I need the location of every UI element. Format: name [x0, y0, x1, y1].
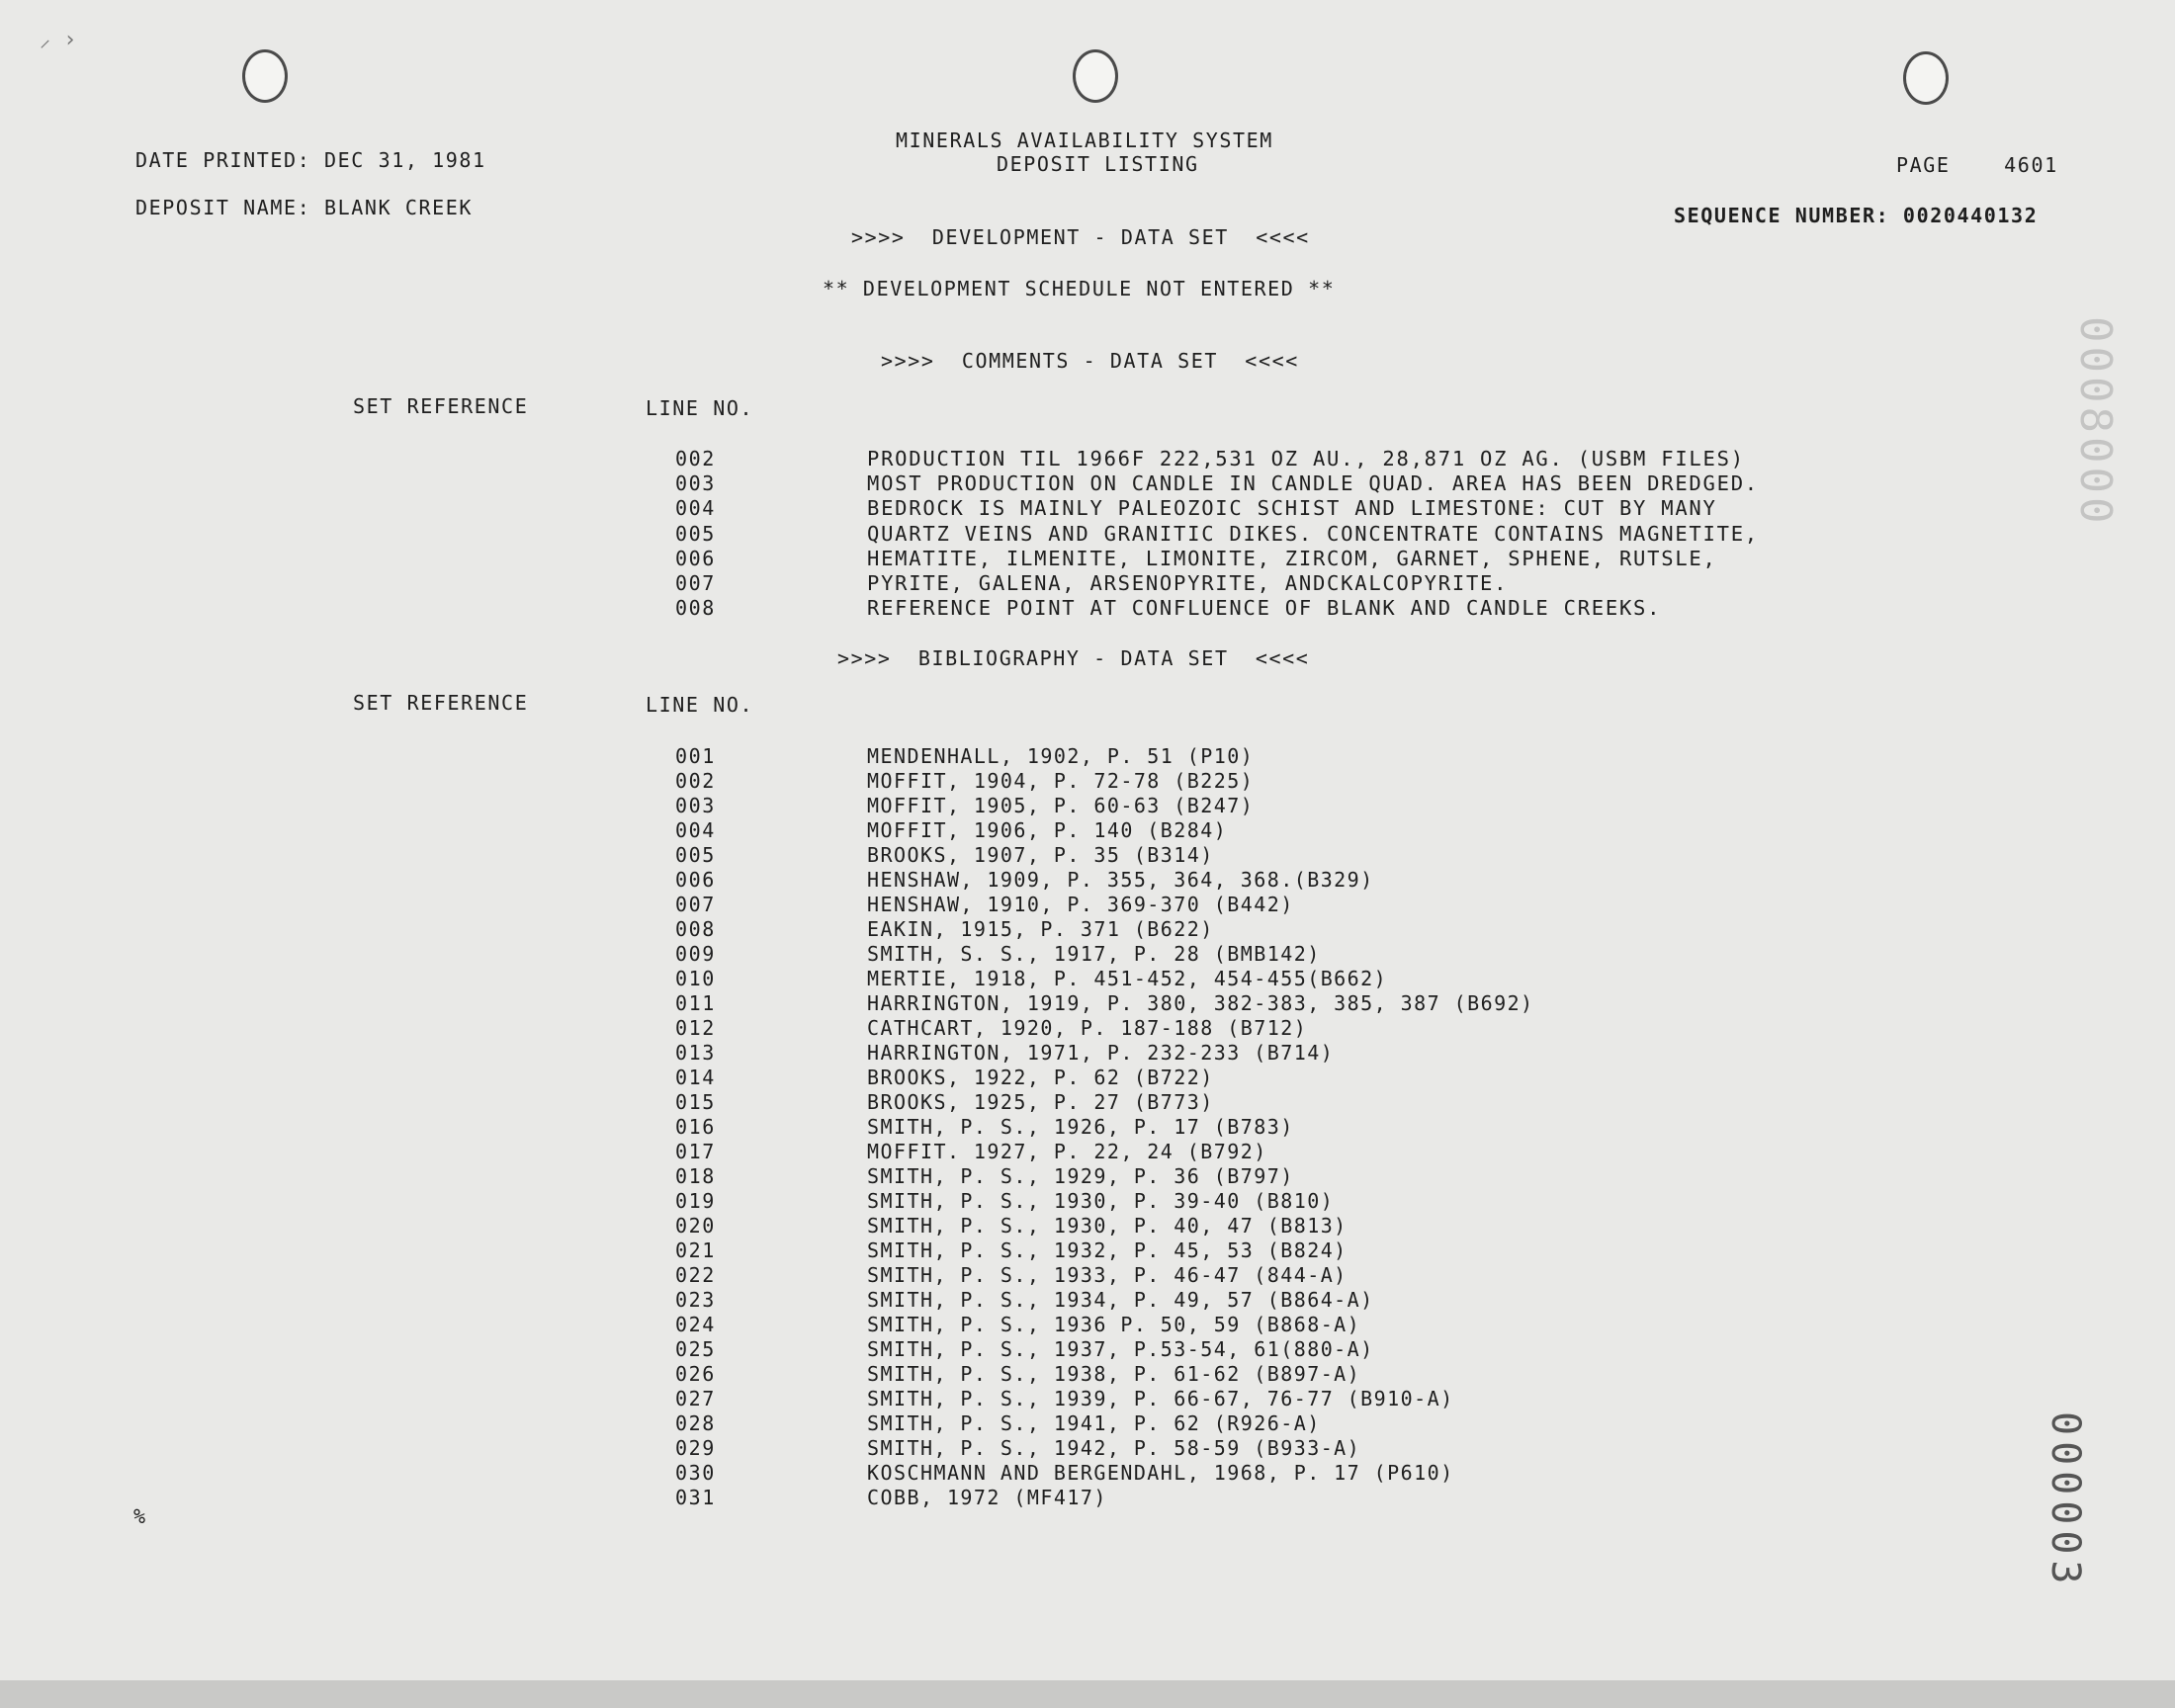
line-number: 003 [675, 794, 716, 817]
line-text: MENDENHALL, 1902, P. 51 (P10) [867, 744, 1255, 768]
line-text: SMITH, P. S., 1939, P. 66-67, 76-77 (B910-A) [867, 1387, 1454, 1410]
page-stamp-number: 000003 [2043, 1411, 2088, 1590]
line-text: BROOKS, 1925, P. 27 (B773) [867, 1090, 1214, 1114]
line-text: BROOKS, 1907, P. 35 (B314) [867, 843, 1214, 867]
line-number: 014 [675, 1066, 716, 1089]
line-number: 016 [675, 1115, 716, 1139]
scan-edge [0, 1680, 2175, 1708]
line-text: REFERENCE POINT AT CONFLUENCE OF BLANK AND CANDLE CREEKS. [867, 596, 1662, 621]
line-text: SMITH, P. S., 1934, P. 49, 57 (B864-A) [867, 1288, 1374, 1312]
line-number: 021 [675, 1238, 716, 1262]
line-text: PYRITE, GALENA, ARSENOPYRITE, ANDCKALCOPYRITE. [867, 571, 1509, 595]
line-text: PRODUCTION TIL 1966F 222,531 OZ AU., 28,871 OZ AG. (USBM FILES) [867, 447, 1745, 470]
line-number: 001 [675, 744, 716, 768]
line-number: 009 [675, 942, 716, 966]
line-number: 013 [675, 1041, 716, 1065]
line-text: MERTIE, 1918, P. 451-452, 454-455(B662) [867, 967, 1388, 990]
end-marker: % [133, 1504, 147, 1528]
line-text: EAKIN, 1915, P. 371 (B622) [867, 917, 1214, 941]
line-text: SMITH, P. S., 1941, P. 62 (R926-A) [867, 1411, 1321, 1435]
line-number: 031 [675, 1486, 716, 1509]
line-number: 004 [675, 496, 716, 521]
system-title: MINERALS AVAILABILITY SYSTEM [896, 128, 1273, 152]
line-number: 010 [675, 967, 716, 990]
listing-title: DEPOSIT LISTING [997, 152, 1199, 176]
line-text: SMITH, P. S., 1936 P. 50, 59 (B868-A) [867, 1313, 1361, 1336]
line-text: HARRINGTON, 1919, P. 380, 382-383, 385, 387 (B692) [867, 991, 1534, 1015]
line-text: MOFFIT. 1927, P. 22, 24 (B792) [867, 1140, 1267, 1163]
line-text: SMITH, P. S., 1933, P. 46-47 (844-A) [867, 1263, 1348, 1287]
line-number: 003 [675, 471, 716, 496]
bibliography-section-heading: >>>> BIBLIOGRAPHY - DATA SET <<<< [837, 646, 1310, 670]
line-number: 023 [675, 1288, 716, 1312]
bibliography-set-reference-header: SET REFERENCE [353, 691, 529, 715]
line-text: SMITH, S. S., 1917, P. 28 (BMB142) [867, 942, 1321, 966]
line-number: 028 [675, 1411, 716, 1435]
line-number: 008 [675, 596, 716, 621]
line-number: 005 [675, 521, 716, 546]
line-number: 002 [675, 769, 716, 793]
line-text: MOFFIT, 1904, P. 72-78 (B225) [867, 769, 1255, 793]
line-text: KOSCHMANN AND BERGENDAHL, 1968, P. 17 (P610) [867, 1461, 1454, 1485]
line-text: MOST PRODUCTION ON CANDLE IN CANDLE QUAD. AREA HAS BEEN DREDGED. [867, 471, 1759, 496]
page-number: PAGE 4601 [1896, 153, 2058, 177]
line-number: 019 [675, 1189, 716, 1213]
comments-line-no-header: LINE NO. [646, 396, 754, 420]
line-number: 022 [675, 1263, 716, 1287]
bibliography-line-no-header: LINE NO. [646, 693, 754, 717]
line-text: MOFFIT, 1906, P. 140 (B284) [867, 818, 1228, 842]
corner-mark-icon: ⸝ › [40, 28, 77, 52]
line-text: HEMATITE, ILMENITE, LIMONITE, ZIRCOM, GARNET, SPHENE, RUTSLE, [867, 546, 1717, 570]
sequence-number: SEQUENCE NUMBER: 0020440132 [1674, 204, 2039, 227]
line-text: HENSHAW, 1910, P. 369-370 (B442) [867, 893, 1294, 916]
line-text: HARRINGTON, 1971, P. 232-233 (B714) [867, 1041, 1335, 1065]
development-status: ** DEVELOPMENT SCHEDULE NOT ENTERED ** [823, 277, 1336, 300]
line-text: SMITH, P. S., 1929, P. 36 (B797) [867, 1164, 1294, 1188]
line-number: 002 [675, 447, 716, 470]
binder-hole-icon [1073, 49, 1118, 103]
line-number: 006 [675, 868, 716, 892]
binder-hole-icon [1903, 51, 1949, 105]
line-number: 024 [675, 1313, 716, 1336]
line-text: SMITH, P. S., 1932, P. 45, 53 (B824) [867, 1238, 1348, 1262]
line-text: MOFFIT, 1905, P. 60-63 (B247) [867, 794, 1255, 817]
line-text: QUARTZ VEINS AND GRANITIC DIKES. CONCENTRATE CONTAINS MAGNETITE, [867, 521, 1759, 546]
deposit-name: DEPOSIT NAME: BLANK CREEK [135, 196, 474, 219]
line-number: 017 [675, 1140, 716, 1163]
line-text: SMITH, P. S., 1930, P. 40, 47 (B813) [867, 1214, 1348, 1238]
date-printed: DATE PRINTED: DEC 31, 1981 [135, 148, 486, 172]
line-number: 018 [675, 1164, 716, 1188]
margin-faded-number: 0008000 [2070, 316, 2121, 528]
line-number: 005 [675, 843, 716, 867]
line-text: SMITH, P. S., 1926, P. 17 (B783) [867, 1115, 1294, 1139]
binder-hole-icon [242, 49, 288, 103]
line-number: 004 [675, 818, 716, 842]
line-number: 011 [675, 991, 716, 1015]
line-text: HENSHAW, 1909, P. 355, 364, 368.(B329) [867, 868, 1374, 892]
line-text: SMITH, P. S., 1937, P.53-54, 61(880-A) [867, 1337, 1374, 1361]
line-number: 029 [675, 1436, 716, 1460]
line-text: BEDROCK IS MAINLY PALEOZOIC SCHIST AND LIMESTONE: CUT BY MANY [867, 496, 1717, 521]
line-number: 008 [675, 917, 716, 941]
line-text: CATHCART, 1920, P. 187-188 (B712) [867, 1016, 1308, 1040]
line-text: COBB, 1972 (MF417) [867, 1486, 1107, 1509]
line-number: 007 [675, 571, 716, 595]
line-number: 025 [675, 1337, 716, 1361]
line-number: 015 [675, 1090, 716, 1114]
line-number: 007 [675, 893, 716, 916]
line-text: SMITH, P. S., 1942, P. 58-59 (B933-A) [867, 1436, 1361, 1460]
line-number: 026 [675, 1362, 716, 1386]
line-number: 020 [675, 1214, 716, 1238]
development-section-heading: >>>> DEVELOPMENT - DATA SET <<<< [851, 225, 1310, 249]
line-number: 006 [675, 546, 716, 570]
line-text: SMITH, P. S., 1938, P. 61-62 (B897-A) [867, 1362, 1361, 1386]
comments-section-heading: >>>> COMMENTS - DATA SET <<<< [881, 349, 1299, 373]
line-number: 012 [675, 1016, 716, 1040]
comments-set-reference-header: SET REFERENCE [353, 394, 529, 418]
line-text: SMITH, P. S., 1930, P. 39-40 (B810) [867, 1189, 1335, 1213]
line-number: 030 [675, 1461, 716, 1485]
line-text: BROOKS, 1922, P. 62 (B722) [867, 1066, 1214, 1089]
line-number: 027 [675, 1387, 716, 1410]
